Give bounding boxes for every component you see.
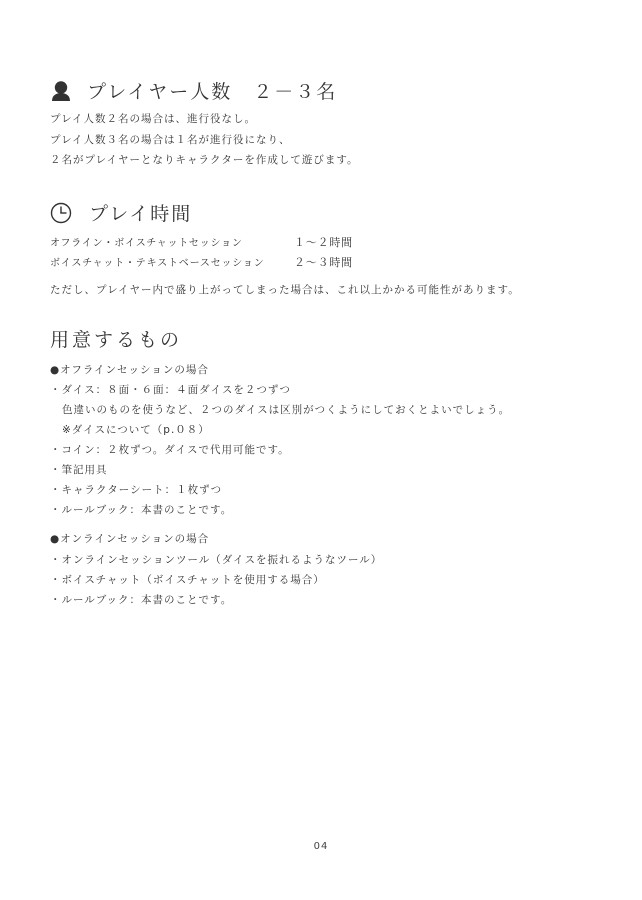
players-heading-text: プレイヤー人数 ２－３名: [87, 81, 338, 103]
playtime-heading: [50, 199, 192, 226]
playtime-row-offline: [50, 234, 353, 250]
offline-item: ・キャラクターシート：１枚ずつ: [50, 484, 223, 496]
playtime-row-label: オフライン・ボイスチャットセッション: [50, 238, 243, 249]
offline-item: ・コイン：２枚ずつ。ダイスで代用可能です。: [50, 444, 290, 456]
players-line-2: プレイ人数３名の場合は１名が進行役になり、: [50, 134, 291, 146]
offline-item-ref: ※ダイスについて（p.０８）: [62, 424, 210, 436]
online-item: ・ルールブック：本書のことです。: [50, 594, 233, 606]
playtime-row-value: １～２時間: [293, 236, 353, 249]
playtime-row-value: ２～３時間: [293, 256, 353, 269]
online-item: ・ボイスチャット（ボイスチャットを使用する場合）: [50, 574, 325, 586]
players-line-3: ２名がプレイヤーとなりキャラクターを作成して遊びます。: [50, 154, 359, 166]
offline-item: ・ダイス：８面・６面：４面ダイスを２つずつ: [50, 384, 291, 396]
offline-item: ・ルールブック：本書のことです。: [50, 504, 233, 516]
page-number: 04: [313, 841, 329, 852]
players-heading: [50, 77, 337, 104]
materials-heading: 用意するもの: [50, 329, 183, 351]
online-title: ●オンラインセッションの場合: [50, 533, 210, 545]
offline-item-note: 色違いのものを使うなど、２つのダイスは区別がつくようにしておくとよいでしょう。: [62, 404, 511, 416]
playtime-note: ただし、プレイヤー内で盛り上がってしまった場合は、これ以上かかる可能性があります。: [50, 284, 520, 296]
playtime-heading-text: プレイ時間: [89, 203, 193, 225]
person-icon: [50, 80, 72, 102]
playtime-row-label: ボイスチャット・テキストベースセッション: [50, 258, 265, 269]
players-line-1: プレイ人数２名の場合は、進行役なし。: [50, 113, 257, 125]
offline-title: ●オフラインセッションの場合: [50, 364, 209, 376]
online-item: ・オンラインセッションツール（ダイスを振れるようなツール）: [50, 554, 383, 566]
clock-icon: [50, 202, 72, 224]
offline-item: ・筆記用具: [50, 464, 108, 476]
playtime-row-text: [50, 254, 353, 270]
